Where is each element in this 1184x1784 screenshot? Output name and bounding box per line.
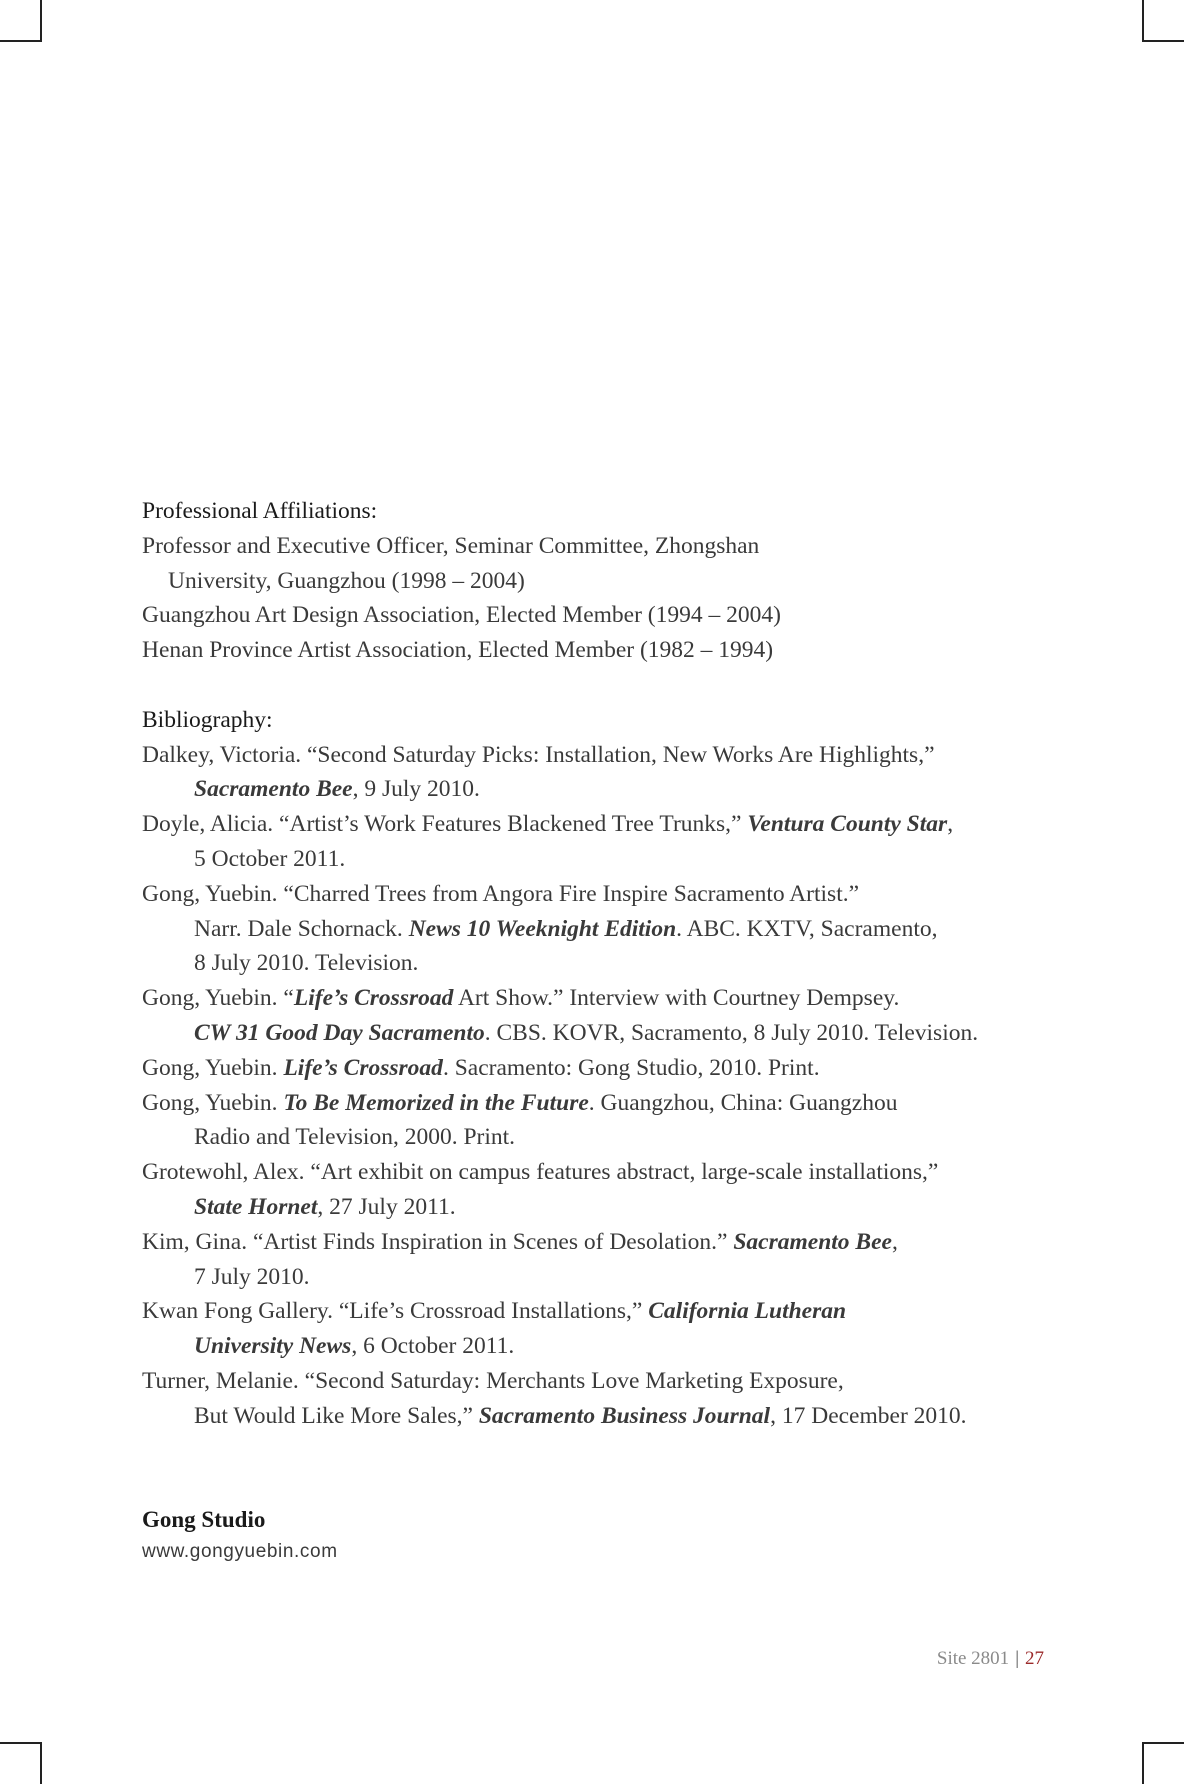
publication-title: Sacramento Bee (733, 1228, 892, 1255)
footer-separator: | (1015, 1648, 1019, 1669)
publication-name: Site 2801 (936, 1648, 1010, 1669)
entry-text: . Sacramento: Gong Studio, 2010. Print. (442, 1054, 820, 1081)
entry-line (142, 1329, 1042, 1364)
entry-line (142, 912, 1042, 947)
entry-line (142, 1016, 1042, 1051)
bibliography-title: Bibliography: (142, 706, 273, 733)
publication-title: University News (194, 1333, 352, 1360)
affiliations-title: Professional Affiliations: (142, 498, 378, 524)
publication-title: Sacramento Business Journal (478, 1402, 771, 1429)
entry-line: 5 October 2011. (194, 845, 346, 872)
entry-text: , 17 December 2010. (770, 1402, 967, 1429)
publication-title: News 10 Weeknight Edition (408, 915, 677, 942)
entry-line (142, 981, 1042, 1016)
entry-text: Art Show.” Interview with Courtney Dempsey. (453, 985, 900, 1012)
bibliography-entry (142, 1051, 1042, 1086)
publication-title: Life’s Crossroad (293, 985, 454, 1012)
entry-line: Dalkey, Victoria. “Second Saturday Picks: Installation, New Works Are Highlights,” (142, 741, 935, 768)
entry-line (142, 1190, 1042, 1225)
bibliography-entry (142, 738, 1042, 808)
entry-text: . CBS. KOVR, Sacramento, 8 July 2010. Television. (484, 1019, 979, 1046)
entry-line (142, 1399, 1042, 1434)
entry-text: , 27 July 2011. (317, 1193, 456, 1220)
publication-title: Life’s Crossroad (283, 1054, 443, 1081)
entry-line (142, 1225, 1042, 1260)
affiliation-line: University, Guangzhou (1998 – 2004) (168, 567, 525, 594)
entry-text: Narr. Dale Schornack. (194, 915, 409, 942)
entry-line (142, 1294, 1042, 1329)
entry-text: Gong, Yuebin. (142, 1054, 284, 1081)
main-content (142, 494, 1042, 1434)
crop-mark-top-left (0, 0, 42, 42)
crop-mark-bottom-left (0, 1742, 42, 1784)
bibliography-entry (142, 1155, 1042, 1225)
entry-line (142, 1051, 1042, 1086)
publication-title: To Be Memorized in the Future (283, 1089, 589, 1116)
page-number: 27 (1025, 1648, 1044, 1669)
studio-url-link[interactable]: www.gongyuebin.com (142, 1541, 338, 1562)
bibliography-entry (142, 807, 1042, 877)
bibliography-entry (142, 1294, 1042, 1364)
entry-text: . Guangzhou, China: Guangzhou (588, 1089, 898, 1116)
entry-text: , (947, 811, 954, 838)
bibliography-entry (142, 1225, 1042, 1295)
publication-title: State Hornet (194, 1193, 318, 1220)
entry-text: Gong, Yuebin. (142, 1089, 284, 1116)
entry-line: 8 July 2010. Television. (194, 950, 419, 977)
entry-line: Radio and Television, 2000. Print. (194, 1124, 516, 1151)
entry-text: , (891, 1228, 898, 1255)
bibliography-entry (142, 1086, 1042, 1156)
crop-mark-top-right (1142, 0, 1184, 42)
publication-title: California Lutheran (648, 1298, 847, 1325)
entry-text: . ABC. KXTV, Sacramento, (676, 915, 938, 942)
entry-text: Gong, Yuebin. “ (142, 985, 294, 1012)
publication-title: Sacramento Bee (194, 776, 353, 803)
entry-line: Grotewohl, Alex. “Art exhibit on campus features abstract, large-scale installations,” (142, 1159, 939, 1186)
entry-line (142, 807, 1042, 842)
entry-line (142, 772, 1042, 807)
publication-title: CW 31 Good Day Sacramento (194, 1019, 485, 1046)
affiliation-line: Guangzhou Art Design Association, Elected Member (1994 – 2004) (142, 602, 781, 629)
entry-text: , 9 July 2010. (352, 776, 480, 803)
entry-line: Gong, Yuebin. “Charred Trees from Angora Fire Inspire Sacramento Artist.” (142, 880, 860, 907)
entry-line (142, 1086, 1042, 1121)
studio-block (142, 1505, 338, 1565)
affiliation-line: Henan Province Artist Association, Elected Member (1982 – 1994) (142, 637, 774, 664)
entry-text: Kim, Gina. “Artist Finds Inspiration in Scenes of Desolation.” (142, 1228, 734, 1255)
entry-text: , 6 October 2011. (351, 1333, 515, 1360)
bibliography-entry (142, 1364, 1042, 1434)
crop-mark-bottom-right (1142, 1742, 1184, 1784)
studio-name: Gong Studio (142, 1507, 266, 1532)
entry-text: But Would Like More Sales,” (194, 1402, 479, 1429)
bibliography-entry (142, 877, 1042, 981)
page-footer (937, 1648, 1044, 1670)
entry-line: Turner, Melanie. “Second Saturday: Merchants Love Marketing Exposure, (142, 1367, 844, 1394)
bibliography-section (142, 703, 1042, 1434)
affiliations-section (142, 494, 1042, 668)
publication-title: Ventura County Star (747, 811, 948, 838)
entry-text: Kwan Fong Gallery. “Life’s Crossroad Installations,” (142, 1298, 649, 1325)
bibliography-entry (142, 981, 1042, 1051)
entry-text: Doyle, Alicia. “Artist’s Work Features Blackened Tree Trunks,” (142, 811, 748, 838)
affiliation-line: Professor and Executive Officer, Seminar Committee, Zhongshan (142, 532, 760, 559)
entry-line: 7 July 2010. (194, 1263, 310, 1290)
